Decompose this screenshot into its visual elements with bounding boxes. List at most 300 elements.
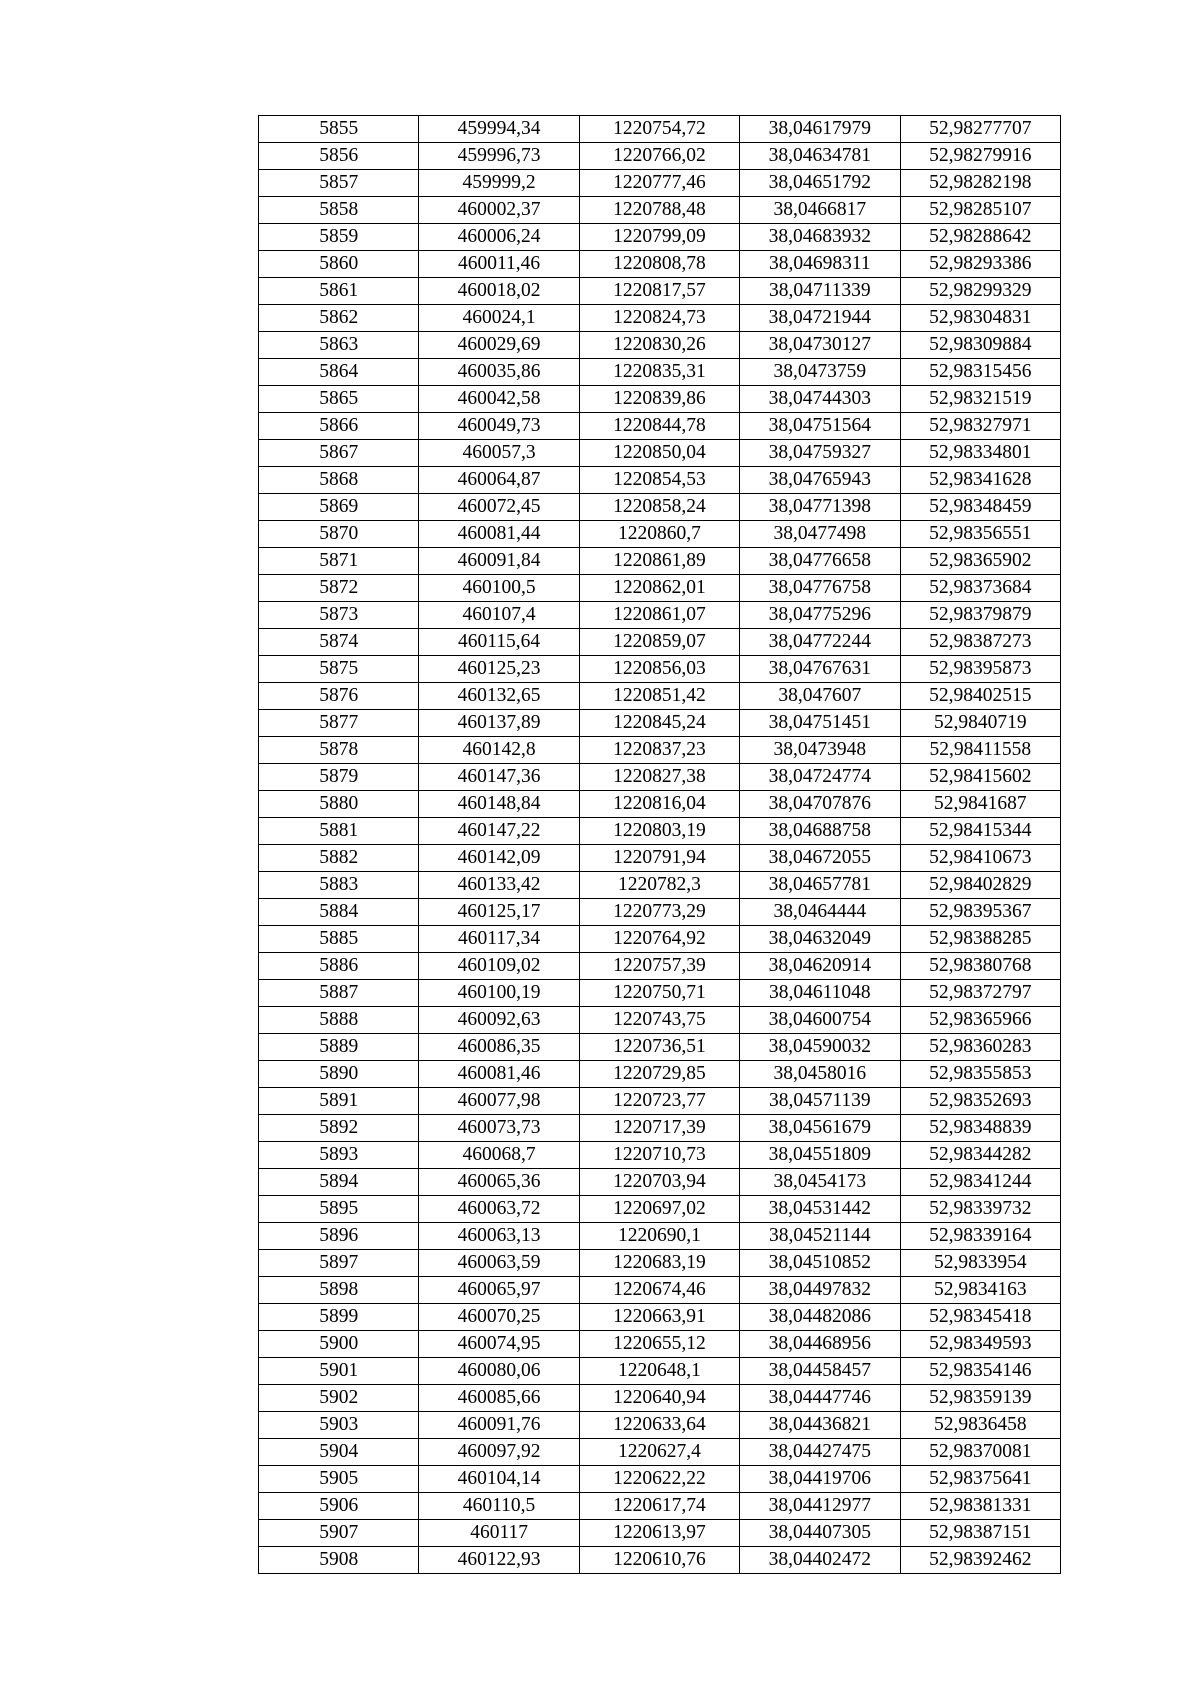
longitude-cell: 38,04776758 (740, 575, 900, 602)
latitude-cell: 52,98348459 (900, 494, 1060, 521)
longitude-cell: 38,04531442 (740, 1196, 900, 1223)
point-number-cell: 5904 (259, 1439, 419, 1466)
x-coordinate-cell: 460070,25 (419, 1304, 579, 1331)
point-number-cell: 5855 (259, 116, 419, 143)
longitude-cell: 38,04407305 (740, 1520, 900, 1547)
table-row (259, 872, 1061, 899)
longitude-cell: 38,04510852 (740, 1250, 900, 1277)
y-coordinate-cell: 1220854,53 (579, 467, 739, 494)
table-row (259, 1358, 1061, 1385)
longitude-cell: 38,04751451 (740, 710, 900, 737)
point-number-cell: 5862 (259, 305, 419, 332)
latitude-cell: 52,9834163 (900, 1277, 1060, 1304)
point-number-cell: 5898 (259, 1277, 419, 1304)
latitude-cell: 52,98372797 (900, 980, 1060, 1007)
longitude-cell: 38,04402472 (740, 1547, 900, 1574)
y-coordinate-cell: 1220835,31 (579, 359, 739, 386)
table-row (259, 1439, 1061, 1466)
latitude-cell: 52,98370081 (900, 1439, 1060, 1466)
table-row (259, 1088, 1061, 1115)
y-coordinate-cell: 1220757,39 (579, 953, 739, 980)
longitude-cell: 38,0473948 (740, 737, 900, 764)
latitude-cell: 52,98373684 (900, 575, 1060, 602)
latitude-cell: 52,98344282 (900, 1142, 1060, 1169)
table-row (259, 143, 1061, 170)
latitude-cell: 52,98379879 (900, 602, 1060, 629)
longitude-cell: 38,04672055 (740, 845, 900, 872)
x-coordinate-cell: 460065,36 (419, 1169, 579, 1196)
point-number-cell: 5897 (259, 1250, 419, 1277)
point-number-cell: 5890 (259, 1061, 419, 1088)
point-number-cell: 5893 (259, 1142, 419, 1169)
x-coordinate-cell: 460068,7 (419, 1142, 579, 1169)
latitude-cell: 52,98348839 (900, 1115, 1060, 1142)
table-row (259, 1520, 1061, 1547)
x-coordinate-cell: 460077,98 (419, 1088, 579, 1115)
longitude-cell: 38,04751564 (740, 413, 900, 440)
x-coordinate-cell: 459994,34 (419, 116, 579, 143)
point-number-cell: 5901 (259, 1358, 419, 1385)
x-coordinate-cell: 460002,37 (419, 197, 579, 224)
x-coordinate-cell: 460137,89 (419, 710, 579, 737)
table-row (259, 1223, 1061, 1250)
table-row (259, 278, 1061, 305)
x-coordinate-cell: 460085,66 (419, 1385, 579, 1412)
y-coordinate-cell: 1220850,04 (579, 440, 739, 467)
longitude-cell: 38,0473759 (740, 359, 900, 386)
table-row (259, 1142, 1061, 1169)
x-coordinate-cell: 460148,84 (419, 791, 579, 818)
table-row (259, 791, 1061, 818)
y-coordinate-cell: 1220613,97 (579, 1520, 739, 1547)
latitude-cell: 52,98315456 (900, 359, 1060, 386)
x-coordinate-cell: 460074,95 (419, 1331, 579, 1358)
y-coordinate-cell: 1220690,1 (579, 1223, 739, 1250)
point-number-cell: 5895 (259, 1196, 419, 1223)
x-coordinate-cell: 460064,87 (419, 467, 579, 494)
y-coordinate-cell: 1220674,46 (579, 1277, 739, 1304)
x-coordinate-cell: 460080,06 (419, 1358, 579, 1385)
longitude-cell: 38,04707876 (740, 791, 900, 818)
table-row (259, 467, 1061, 494)
y-coordinate-cell: 1220858,24 (579, 494, 739, 521)
point-number-cell: 5886 (259, 953, 419, 980)
latitude-cell: 52,98334801 (900, 440, 1060, 467)
longitude-cell: 38,04730127 (740, 332, 900, 359)
x-coordinate-cell: 460115,64 (419, 629, 579, 656)
longitude-cell: 38,04767631 (740, 656, 900, 683)
table-row (259, 1034, 1061, 1061)
x-coordinate-cell: 460081,46 (419, 1061, 579, 1088)
y-coordinate-cell: 1220710,73 (579, 1142, 739, 1169)
point-number-cell: 5891 (259, 1088, 419, 1115)
y-coordinate-cell: 1220764,92 (579, 926, 739, 953)
y-coordinate-cell: 1220791,94 (579, 845, 739, 872)
latitude-cell: 52,98285107 (900, 197, 1060, 224)
point-number-cell: 5878 (259, 737, 419, 764)
y-coordinate-cell: 1220816,04 (579, 791, 739, 818)
x-coordinate-cell: 460092,63 (419, 1007, 579, 1034)
table-row (259, 1250, 1061, 1277)
x-coordinate-cell: 460091,76 (419, 1412, 579, 1439)
point-number-cell: 5873 (259, 602, 419, 629)
point-number-cell: 5876 (259, 683, 419, 710)
x-coordinate-cell: 460072,45 (419, 494, 579, 521)
point-number-cell: 5888 (259, 1007, 419, 1034)
x-coordinate-cell: 460049,73 (419, 413, 579, 440)
x-coordinate-cell: 460035,86 (419, 359, 579, 386)
longitude-cell: 38,04744303 (740, 386, 900, 413)
latitude-cell: 52,98415602 (900, 764, 1060, 791)
point-number-cell: 5868 (259, 467, 419, 494)
point-number-cell: 5885 (259, 926, 419, 953)
y-coordinate-cell: 1220750,71 (579, 980, 739, 1007)
latitude-cell: 52,98387273 (900, 629, 1060, 656)
y-coordinate-cell: 1220859,07 (579, 629, 739, 656)
longitude-cell: 38,04447746 (740, 1385, 900, 1412)
latitude-cell: 52,98402829 (900, 872, 1060, 899)
latitude-cell: 52,98288642 (900, 224, 1060, 251)
y-coordinate-cell: 1220640,94 (579, 1385, 739, 1412)
table-row (259, 359, 1061, 386)
longitude-cell: 38,0466817 (740, 197, 900, 224)
y-coordinate-cell: 1220773,29 (579, 899, 739, 926)
point-number-cell: 5857 (259, 170, 419, 197)
latitude-cell: 52,9833954 (900, 1250, 1060, 1277)
x-coordinate-cell: 460125,23 (419, 656, 579, 683)
y-coordinate-cell: 1220754,72 (579, 116, 739, 143)
x-coordinate-cell: 460029,69 (419, 332, 579, 359)
table-row (259, 980, 1061, 1007)
x-coordinate-cell: 460142,09 (419, 845, 579, 872)
table-row (259, 656, 1061, 683)
x-coordinate-cell: 460073,73 (419, 1115, 579, 1142)
latitude-cell: 52,98381331 (900, 1493, 1060, 1520)
y-coordinate-cell: 1220861,07 (579, 602, 739, 629)
y-coordinate-cell: 1220663,91 (579, 1304, 739, 1331)
longitude-cell: 38,04776658 (740, 548, 900, 575)
table-row (259, 1169, 1061, 1196)
x-coordinate-cell: 460063,59 (419, 1250, 579, 1277)
latitude-cell: 52,98341244 (900, 1169, 1060, 1196)
y-coordinate-cell: 1220617,74 (579, 1493, 739, 1520)
point-number-cell: 5877 (259, 710, 419, 737)
longitude-cell: 38,04412977 (740, 1493, 900, 1520)
latitude-cell: 52,98365902 (900, 548, 1060, 575)
longitude-cell: 38,0454173 (740, 1169, 900, 1196)
y-coordinate-cell: 1220655,12 (579, 1331, 739, 1358)
latitude-cell: 52,98309884 (900, 332, 1060, 359)
table-row (259, 1196, 1061, 1223)
longitude-cell: 38,04775296 (740, 602, 900, 629)
longitude-cell: 38,047607 (740, 683, 900, 710)
x-coordinate-cell: 460086,35 (419, 1034, 579, 1061)
table-row (259, 224, 1061, 251)
point-number-cell: 5889 (259, 1034, 419, 1061)
latitude-cell: 52,98395873 (900, 656, 1060, 683)
table-row (259, 737, 1061, 764)
x-coordinate-cell: 460100,19 (419, 980, 579, 1007)
longitude-cell: 38,04772244 (740, 629, 900, 656)
point-number-cell: 5881 (259, 818, 419, 845)
longitude-cell: 38,04571139 (740, 1088, 900, 1115)
table-row (259, 683, 1061, 710)
point-number-cell: 5882 (259, 845, 419, 872)
latitude-cell: 52,98356551 (900, 521, 1060, 548)
table-row (259, 1277, 1061, 1304)
x-coordinate-cell: 460117,34 (419, 926, 579, 953)
latitude-cell: 52,98388285 (900, 926, 1060, 953)
latitude-cell: 52,98345418 (900, 1304, 1060, 1331)
latitude-cell: 52,98352693 (900, 1088, 1060, 1115)
longitude-cell: 38,04711339 (740, 278, 900, 305)
x-coordinate-cell: 460063,72 (419, 1196, 579, 1223)
longitude-cell: 38,04698311 (740, 251, 900, 278)
table-row (259, 1115, 1061, 1142)
coordinates-table-body (259, 116, 1061, 1574)
x-coordinate-cell: 460065,97 (419, 1277, 579, 1304)
table-row (259, 818, 1061, 845)
x-coordinate-cell: 460117 (419, 1520, 579, 1547)
y-coordinate-cell: 1220856,03 (579, 656, 739, 683)
x-coordinate-cell: 459996,73 (419, 143, 579, 170)
point-number-cell: 5872 (259, 575, 419, 602)
latitude-cell: 52,98304831 (900, 305, 1060, 332)
point-number-cell: 5863 (259, 332, 419, 359)
x-coordinate-cell: 460133,42 (419, 872, 579, 899)
x-coordinate-cell: 460125,17 (419, 899, 579, 926)
point-number-cell: 5900 (259, 1331, 419, 1358)
latitude-cell: 52,98341628 (900, 467, 1060, 494)
point-number-cell: 5892 (259, 1115, 419, 1142)
y-coordinate-cell: 1220788,48 (579, 197, 739, 224)
longitude-cell: 38,04721944 (740, 305, 900, 332)
x-coordinate-cell: 460110,5 (419, 1493, 579, 1520)
latitude-cell: 52,98411558 (900, 737, 1060, 764)
latitude-cell: 52,98279916 (900, 143, 1060, 170)
y-coordinate-cell: 1220717,39 (579, 1115, 739, 1142)
point-number-cell: 5866 (259, 413, 419, 440)
table-row (259, 899, 1061, 926)
table-row (259, 629, 1061, 656)
table-row (259, 386, 1061, 413)
latitude-cell: 52,9836458 (900, 1412, 1060, 1439)
table-row (259, 197, 1061, 224)
y-coordinate-cell: 1220851,42 (579, 683, 739, 710)
table-row (259, 953, 1061, 980)
y-coordinate-cell: 1220697,02 (579, 1196, 739, 1223)
table-row (259, 1385, 1061, 1412)
latitude-cell: 52,98299329 (900, 278, 1060, 305)
table-row (259, 926, 1061, 953)
point-number-cell: 5907 (259, 1520, 419, 1547)
point-number-cell: 5864 (259, 359, 419, 386)
y-coordinate-cell: 1220627,4 (579, 1439, 739, 1466)
longitude-cell: 38,04590032 (740, 1034, 900, 1061)
latitude-cell: 52,98349593 (900, 1331, 1060, 1358)
y-coordinate-cell: 1220844,78 (579, 413, 739, 440)
y-coordinate-cell: 1220703,94 (579, 1169, 739, 1196)
coordinates-table (258, 115, 1061, 1574)
point-number-cell: 5858 (259, 197, 419, 224)
longitude-cell: 38,04561679 (740, 1115, 900, 1142)
table-row (259, 764, 1061, 791)
latitude-cell: 52,98392462 (900, 1547, 1060, 1574)
y-coordinate-cell: 1220830,26 (579, 332, 739, 359)
longitude-cell: 38,0477498 (740, 521, 900, 548)
table-row (259, 845, 1061, 872)
point-number-cell: 5870 (259, 521, 419, 548)
point-number-cell: 5899 (259, 1304, 419, 1331)
table-row (259, 251, 1061, 278)
latitude-cell: 52,98365966 (900, 1007, 1060, 1034)
longitude-cell: 38,0458016 (740, 1061, 900, 1088)
x-coordinate-cell: 460147,36 (419, 764, 579, 791)
y-coordinate-cell: 1220683,19 (579, 1250, 739, 1277)
latitude-cell: 52,98321519 (900, 386, 1060, 413)
point-number-cell: 5905 (259, 1466, 419, 1493)
latitude-cell: 52,98355853 (900, 1061, 1060, 1088)
y-coordinate-cell: 1220723,77 (579, 1088, 739, 1115)
point-number-cell: 5879 (259, 764, 419, 791)
latitude-cell: 52,98354146 (900, 1358, 1060, 1385)
table-row (259, 1547, 1061, 1574)
x-coordinate-cell: 460081,44 (419, 521, 579, 548)
table-row (259, 548, 1061, 575)
point-number-cell: 5902 (259, 1385, 419, 1412)
point-number-cell: 5860 (259, 251, 419, 278)
y-coordinate-cell: 1220817,57 (579, 278, 739, 305)
latitude-cell: 52,98402515 (900, 683, 1060, 710)
y-coordinate-cell: 1220824,73 (579, 305, 739, 332)
point-number-cell: 5896 (259, 1223, 419, 1250)
latitude-cell: 52,98387151 (900, 1520, 1060, 1547)
table-row (259, 170, 1061, 197)
table-row (259, 305, 1061, 332)
x-coordinate-cell: 460097,92 (419, 1439, 579, 1466)
x-coordinate-cell: 460132,65 (419, 683, 579, 710)
x-coordinate-cell: 460024,1 (419, 305, 579, 332)
y-coordinate-cell: 1220777,46 (579, 170, 739, 197)
longitude-cell: 38,04724774 (740, 764, 900, 791)
latitude-cell: 52,98282198 (900, 170, 1060, 197)
x-coordinate-cell: 460142,8 (419, 737, 579, 764)
y-coordinate-cell: 1220803,19 (579, 818, 739, 845)
y-coordinate-cell: 1220860,7 (579, 521, 739, 548)
y-coordinate-cell: 1220837,23 (579, 737, 739, 764)
table-row (259, 494, 1061, 521)
point-number-cell: 5859 (259, 224, 419, 251)
longitude-cell: 38,04683932 (740, 224, 900, 251)
longitude-cell: 38,04419706 (740, 1466, 900, 1493)
x-coordinate-cell: 460018,02 (419, 278, 579, 305)
y-coordinate-cell: 1220729,85 (579, 1061, 739, 1088)
longitude-cell: 38,04634781 (740, 143, 900, 170)
longitude-cell: 38,04632049 (740, 926, 900, 953)
point-number-cell: 5869 (259, 494, 419, 521)
point-number-cell: 5865 (259, 386, 419, 413)
table-row (259, 710, 1061, 737)
table-row (259, 1007, 1061, 1034)
y-coordinate-cell: 1220808,78 (579, 251, 739, 278)
latitude-cell: 52,98410673 (900, 845, 1060, 872)
x-coordinate-cell: 460104,14 (419, 1466, 579, 1493)
x-coordinate-cell: 460057,3 (419, 440, 579, 467)
latitude-cell: 52,98360283 (900, 1034, 1060, 1061)
y-coordinate-cell: 1220861,89 (579, 548, 739, 575)
y-coordinate-cell: 1220736,51 (579, 1034, 739, 1061)
longitude-cell: 38,04521144 (740, 1223, 900, 1250)
table-row (259, 116, 1061, 143)
y-coordinate-cell: 1220799,09 (579, 224, 739, 251)
x-coordinate-cell: 460042,58 (419, 386, 579, 413)
x-coordinate-cell: 460147,22 (419, 818, 579, 845)
longitude-cell: 38,04436821 (740, 1412, 900, 1439)
latitude-cell: 52,98359139 (900, 1385, 1060, 1412)
longitude-cell: 38,04427475 (740, 1439, 900, 1466)
latitude-cell: 52,9840719 (900, 710, 1060, 737)
longitude-cell: 38,04468956 (740, 1331, 900, 1358)
point-number-cell: 5883 (259, 872, 419, 899)
longitude-cell: 38,04617979 (740, 116, 900, 143)
longitude-cell: 38,04497832 (740, 1277, 900, 1304)
latitude-cell: 52,98327971 (900, 413, 1060, 440)
point-number-cell: 5887 (259, 980, 419, 1007)
y-coordinate-cell: 1220648,1 (579, 1358, 739, 1385)
longitude-cell: 38,04765943 (740, 467, 900, 494)
y-coordinate-cell: 1220827,38 (579, 764, 739, 791)
longitude-cell: 38,04458457 (740, 1358, 900, 1385)
latitude-cell: 52,98339732 (900, 1196, 1060, 1223)
table-row (259, 1331, 1061, 1358)
latitude-cell: 52,98293386 (900, 251, 1060, 278)
longitude-cell: 38,04482086 (740, 1304, 900, 1331)
table-row (259, 521, 1061, 548)
y-coordinate-cell: 1220839,86 (579, 386, 739, 413)
y-coordinate-cell: 1220845,24 (579, 710, 739, 737)
x-coordinate-cell: 460122,93 (419, 1547, 579, 1574)
table-row (259, 602, 1061, 629)
latitude-cell: 52,98339164 (900, 1223, 1060, 1250)
x-coordinate-cell: 460107,4 (419, 602, 579, 629)
table-row (259, 332, 1061, 359)
table-row (259, 440, 1061, 467)
x-coordinate-cell: 460100,5 (419, 575, 579, 602)
longitude-cell: 38,04600754 (740, 1007, 900, 1034)
x-coordinate-cell: 459999,2 (419, 170, 579, 197)
table-row (259, 1304, 1061, 1331)
longitude-cell: 38,04620914 (740, 953, 900, 980)
longitude-cell: 38,04688758 (740, 818, 900, 845)
point-number-cell: 5903 (259, 1412, 419, 1439)
longitude-cell: 38,04651792 (740, 170, 900, 197)
y-coordinate-cell: 1220782,3 (579, 872, 739, 899)
y-coordinate-cell: 1220622,22 (579, 1466, 739, 1493)
y-coordinate-cell: 1220766,02 (579, 143, 739, 170)
latitude-cell: 52,98277707 (900, 116, 1060, 143)
latitude-cell: 52,98375641 (900, 1466, 1060, 1493)
point-number-cell: 5861 (259, 278, 419, 305)
longitude-cell: 38,04759327 (740, 440, 900, 467)
latitude-cell: 52,9841687 (900, 791, 1060, 818)
table-row (259, 1493, 1061, 1520)
point-number-cell: 5856 (259, 143, 419, 170)
point-number-cell: 5871 (259, 548, 419, 575)
latitude-cell: 52,98395367 (900, 899, 1060, 926)
point-number-cell: 5880 (259, 791, 419, 818)
x-coordinate-cell: 460091,84 (419, 548, 579, 575)
x-coordinate-cell: 460109,02 (419, 953, 579, 980)
